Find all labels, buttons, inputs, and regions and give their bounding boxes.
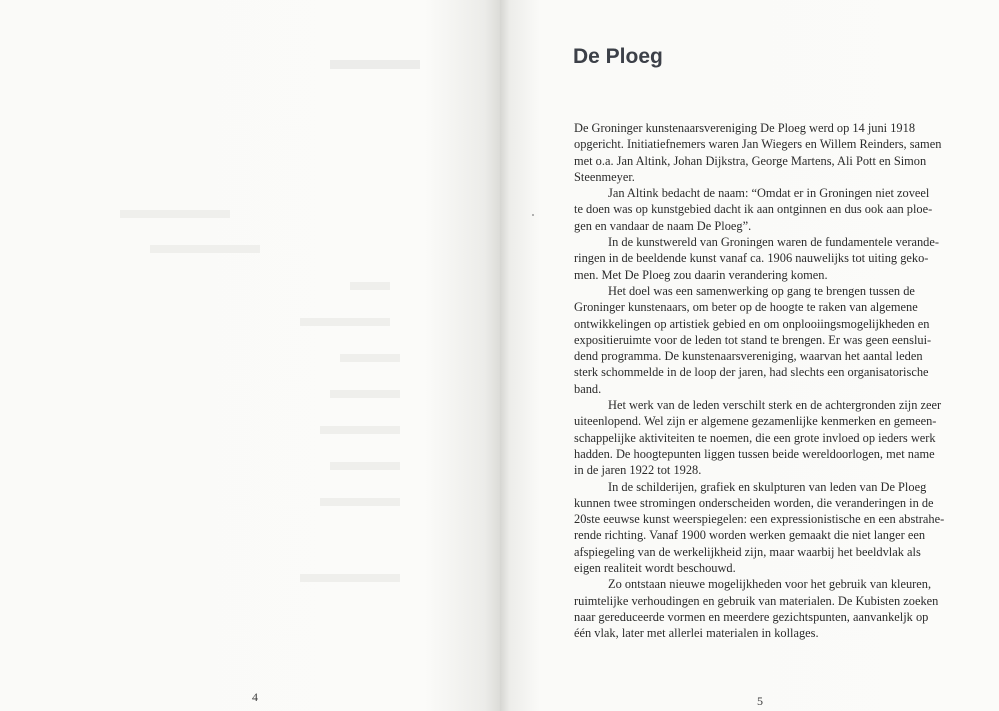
text-line: De Groninger kunstenaarsvereniging De Ploeg werd op 14 juni 1918 <box>574 121 916 135</box>
paragraph <box>574 397 946 478</box>
text-line: uiteenlopend. Wel zijn er algemene gezamenlijke kenmerken en gemeen- <box>574 414 937 429</box>
text-line: eigen realiteit wordt beschouwd. <box>574 561 736 576</box>
text-line: naar gereduceerde vormen en meerdere gezichtspunten, aanvankeljk op <box>574 609 929 624</box>
text-line: In de kunstwereld van Groningen waren de fundamentele verande- <box>608 235 939 250</box>
text-line: ringen in de beeldende kunst vanaf ca. 1906 nauwelijks tot uiting geko- <box>574 251 929 266</box>
text-line: schappelijke aktiviteiten te noemen, die een grote invloed op ieders werk <box>574 430 936 445</box>
left-page-number: 4 <box>252 690 258 704</box>
text-line: in de jaren 1922 tot 1928. <box>574 463 702 478</box>
text-line: één vlak, later met allerlei materialen in kollages. <box>574 626 819 641</box>
text-line: te doen was op kunstgebied dacht ik aan ontginnen en dus ook aan ploe- <box>574 202 933 217</box>
text-line: ontwikkelingen op artistiek gebied en om onplooiingsmogelijkheden en <box>574 316 930 331</box>
paragraph <box>574 283 946 397</box>
text-line: hadden. De hoogtepunten liggen tussen beide wereldoorlogen, met name <box>574 446 935 461</box>
text-line: met o.a. Jan Altink, Johan Dijkstra, George Martens, Ali Pott en Simon <box>574 153 927 168</box>
text-line: sterk schommelde in de loop der jaren, had slechts een organisatorische <box>574 365 929 380</box>
text-line: kunnen twee stromingen onderscheiden worden, die veranderingen in de <box>574 495 934 510</box>
text-line: Zo ontstaan nieuwe mogelijkheden voor het gebruik van kleuren, <box>608 577 932 592</box>
text-line: Steenmeyer. <box>574 169 635 184</box>
text-line: gen en vandaar de naam De Ploeg”. <box>574 218 752 233</box>
page-title: De Ploeg <box>573 45 663 68</box>
paragraph <box>574 185 946 234</box>
text-line: Jan Altink bedacht de naam: “Omdat er in Groningen niet zoveel <box>608 186 930 201</box>
paragraph <box>574 234 946 283</box>
text-line: In de schilderijen, grafiek en skulpturen van leden van De Ploeg <box>608 479 927 494</box>
text-line: expositieruimte voor de leden tot stand te brengen. Er was geen eenslui- <box>574 332 932 347</box>
text-line: afspiegeling van de werkelijkheid zijn, maar waarbij het beeldvlak als <box>574 544 921 559</box>
text-line: ruimtelijke verhoudingen en gebruik van materialen. De Kubisten zoeken <box>574 593 939 608</box>
article-body <box>574 120 946 642</box>
paragraph <box>574 120 946 185</box>
text-line: rende richting. Vanaf 1900 worden werken gemaakt die niet langer een <box>574 528 926 543</box>
text-line: Het doel was een samenwerking op gang te brengen tussen de <box>608 283 915 298</box>
text-line: opgericht. Initiatiefnemers waren Jan Wiegers en Willem Reinders, samen <box>574 137 942 152</box>
paragraph <box>574 576 946 641</box>
text-line: band. <box>574 381 602 396</box>
text-line: dend programma. De kunstenaarsvereniging, waarvan het aantal leden <box>574 349 923 364</box>
right-page-number: 5 <box>757 694 763 708</box>
text-line: Groninger kunstenaars, om beter op de hoogte te raken van algemene <box>574 300 918 315</box>
text-line: men. Met De Ploeg zou daarin verandering komen. <box>574 267 828 282</box>
paper-speck <box>532 214 534 216</box>
paragraph <box>574 479 946 577</box>
text-line: 20ste eeuwse kunst weerspiegelen: een expressionistische en een abstrahe- <box>574 512 945 527</box>
text-line: Het werk van de leden verschilt sterk en de achtergronden zijn zeer <box>608 398 942 413</box>
